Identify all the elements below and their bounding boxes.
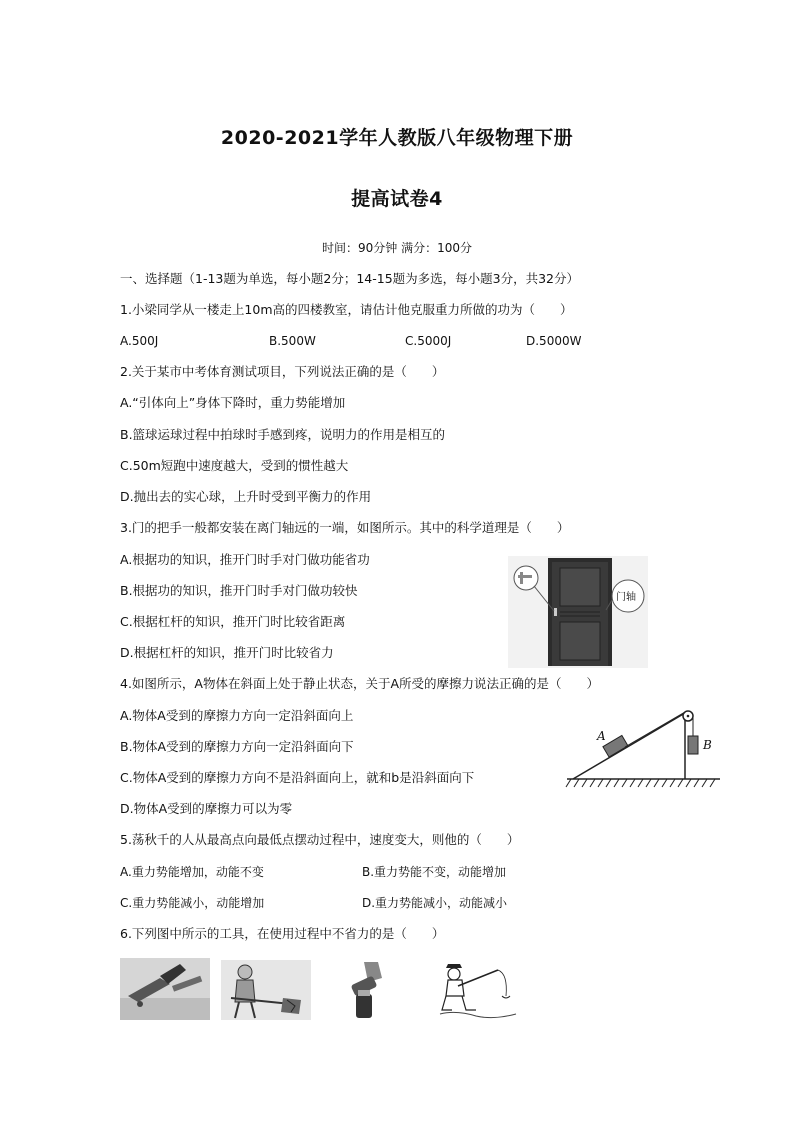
question-5-option-b: B.重力势能不变，动能增加: [362, 865, 507, 879]
exam-title: 2020-2021学年人教版八年级物理下册: [220, 127, 574, 149]
hammer-image: [120, 958, 210, 1020]
question-1-stem: 1.小梁同学从一楼走上10m高的四楼教室，请估计他克服重力所做的功为（ ）: [120, 302, 573, 317]
question-3-option-d: D.根据杠杆的知识，推开门时比较省力: [120, 645, 334, 660]
fishing-image: [436, 960, 520, 1020]
block-a-label: A: [597, 729, 606, 743]
bottle-opener-image: [338, 960, 410, 1020]
question-4-option-b: B.物体A受到的摩擦力方向一定沿斜面向下: [120, 739, 354, 754]
question-4-option-d: D.物体A受到的摩擦力可以为零: [120, 801, 293, 816]
question-2-option-d: D.抛出去的实心球，上升时受到平衡力的作用: [120, 489, 372, 504]
question-3-stem: 3.门的把手一般都安装在离门轴远的一端，如图所示。其中的科学道理是（ ）: [120, 520, 570, 535]
question-4-stem: 4.如图所示，A物体在斜面上处于静止状态，关于A所受的摩擦力说法正确的是（ ）: [120, 676, 600, 691]
question-3-option-b: B.根据功的知识，推开门时手对门做功较快: [120, 583, 358, 598]
question-2-option-b: B.篮球运球过程中拍球时手感到疼，说明力的作用是相互的: [120, 427, 446, 442]
incline-figure: [565, 703, 725, 791]
section-heading: 一、选择题（1-13题为单选，每小题2分；14-15题为多选，每小题3分，共32分）: [120, 271, 580, 286]
hinge-label: 门轴: [616, 592, 636, 603]
question-5-option-c: C.重力势能减小，动能增加: [120, 896, 265, 910]
question-1-option-b: B.500W: [269, 334, 316, 348]
question-1-option-d: D.5000W: [526, 334, 582, 348]
block-b-label: B: [703, 738, 712, 752]
question-2-option-a: A.“引体向上”身体下降时，重力势能增加: [120, 395, 346, 410]
question-2-option-c: C.50m短跑中速度越大，受到的惯性越大: [120, 458, 349, 473]
exam-meta: 时间：90分钟 满分：100分: [322, 241, 472, 255]
question-1-option-c: C.5000J: [405, 334, 452, 348]
door-figure: [508, 556, 648, 668]
exam-subtitle: 提高试卷4: [351, 188, 443, 210]
shovel-worker-image: [221, 960, 311, 1020]
question-3-option-c: C.根据杠杆的知识，推开门时比较省距离: [120, 614, 346, 629]
question-4-option-c: C.物体A受到的摩擦力方向不是沿斜面向上，就和b是沿斜面向下: [120, 770, 475, 785]
question-5-option-d: D.重力势能减小，动能减小: [362, 896, 508, 910]
question-3-option-a: A.根据功的知识，推开门时手对门做功能省功: [120, 552, 370, 567]
question-5-option-a: A.重力势能增加，动能不变: [120, 865, 264, 879]
question-6-stem: 6.下列图中所示的工具，在使用过程中不省力的是（ ）: [120, 926, 445, 941]
question-5-stem: 5.荡秋千的人从最高点向最低点摆动过程中，速度变大，则他的（ ）: [120, 832, 520, 847]
question-2-stem: 2.关于某市中考体育测试项目，下列说法正确的是（ ）: [120, 364, 445, 379]
question-4-option-a: A.物体A受到的摩擦力方向一定沿斜面向上: [120, 708, 354, 723]
question-1-option-a: A.500J: [120, 334, 159, 348]
